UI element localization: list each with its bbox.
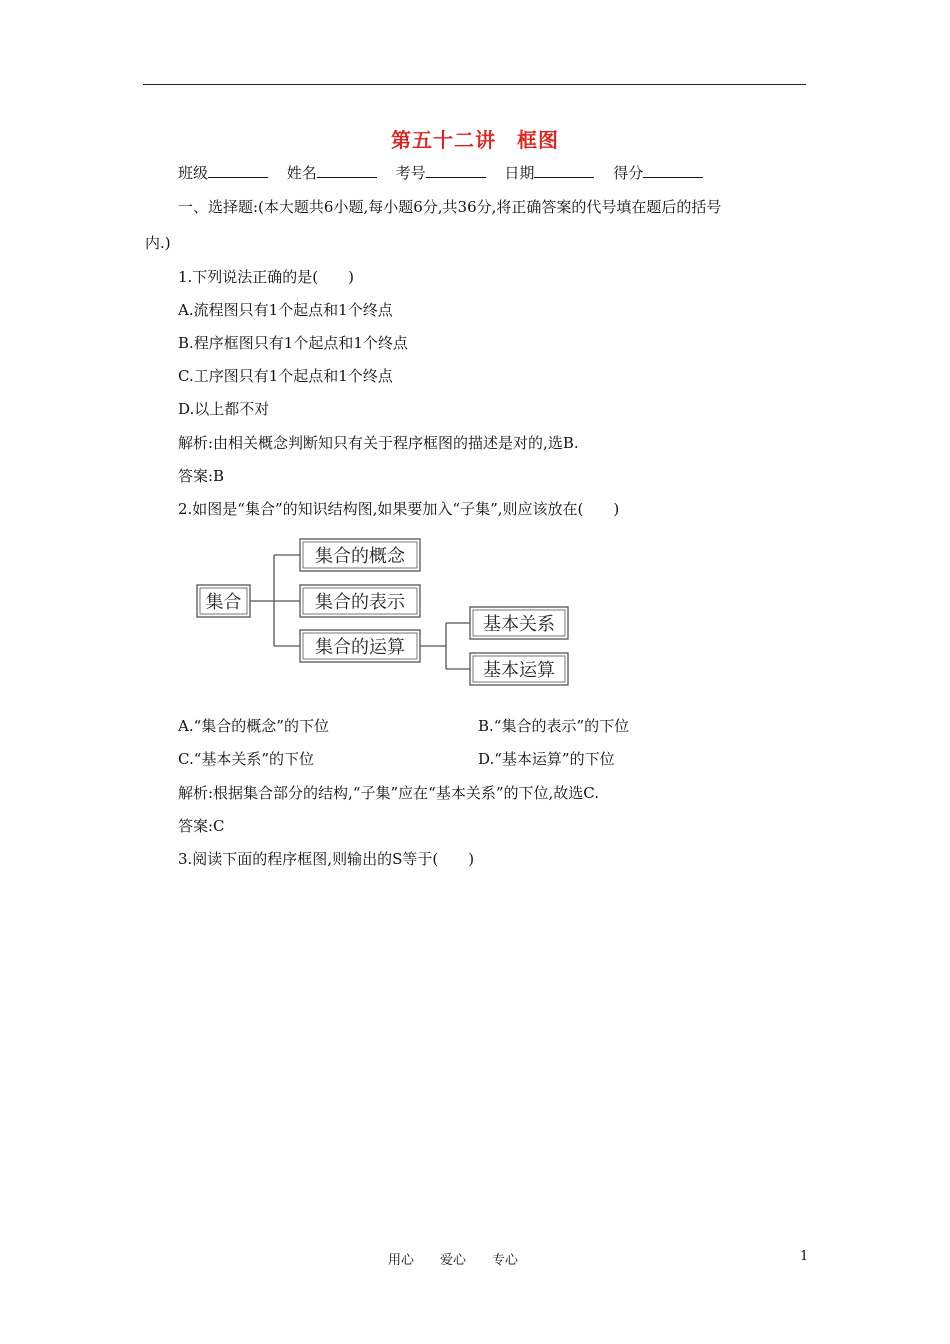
q2-analysis: 解析:根据集合部分的结构,“子集”应在“基本关系”的下位,故选C. [178,784,599,802]
node-representation [300,585,420,617]
footer-slogan: 用心 爱心 专心 [388,1253,519,1268]
q1-answer: 答案:B [178,467,225,485]
svg-text:基本运算: 基本运算 [483,660,555,681]
info-class: 班级 [178,162,268,183]
node-root [197,585,250,617]
node-concept [300,539,420,571]
info-line [178,162,717,183]
svg-text:集合的概念: 集合的概念 [315,546,405,567]
q1-analysis: 解析:由相关概念判断知只有关于程序框图的描述是对的,选B. [178,434,579,452]
info-name: 姓名 [287,162,377,183]
q2-option-d: D.“基本运算”的下位 [478,750,615,768]
knowledge-structure-diagram [190,533,580,689]
node-operation [300,630,420,662]
q2-option-c: C.“基本关系”的下位 [178,750,315,768]
blank-exam-number[interactable] [426,163,486,178]
info-exam-number: 考号 [396,162,486,183]
info-score: 得分 [613,162,703,183]
q2-answer: 答案:C [178,817,225,835]
svg-text:基本关系: 基本关系 [483,614,555,635]
blank-name[interactable] [317,163,377,178]
node-basic-operation [470,653,568,685]
q2-option-b: B.“集合的表示”的下位 [478,717,630,735]
blank-date[interactable] [534,163,594,178]
section-heading-cont: 内.) [145,234,171,252]
q1-option-b: B.程序框图只有1个起点和1个终点 [178,334,408,352]
q1-stem: 1.下列说法正确的是( ) [178,268,355,286]
section-heading: 一、选择题:(本大题共6小题,每小题6分,共36分,将正确答案的代号填在题后的括号 [178,198,722,216]
blank-class[interactable] [208,163,268,178]
node-basic-relation [470,607,568,639]
svg-text:集合的表示: 集合的表示 [315,592,405,613]
q1-option-c: C.工序图只有1个起点和1个终点 [178,367,393,385]
q3-stem: 3.阅读下面的程序框图,则输出的S等于( ) [178,850,475,868]
q2-stem: 2.如图是“集合”的知识结构图,如果要加入“子集”,则应该放在( ) [178,500,620,518]
blank-score[interactable] [643,163,703,178]
q2-option-a: A.“集合的概念”的下位 [178,717,329,735]
info-date: 日期 [504,162,594,183]
q1-option-a: A.流程图只有1个起点和1个终点 [178,301,393,319]
svg-text:集合的运算: 集合的运算 [315,637,405,658]
page-title: 第五十二讲 框图 [391,128,559,152]
page-number: 1 [800,1249,809,1264]
header-rule [143,84,806,85]
svg-text:集合: 集合 [205,592,242,613]
q1-option-d: D.以上都不对 [178,400,270,418]
